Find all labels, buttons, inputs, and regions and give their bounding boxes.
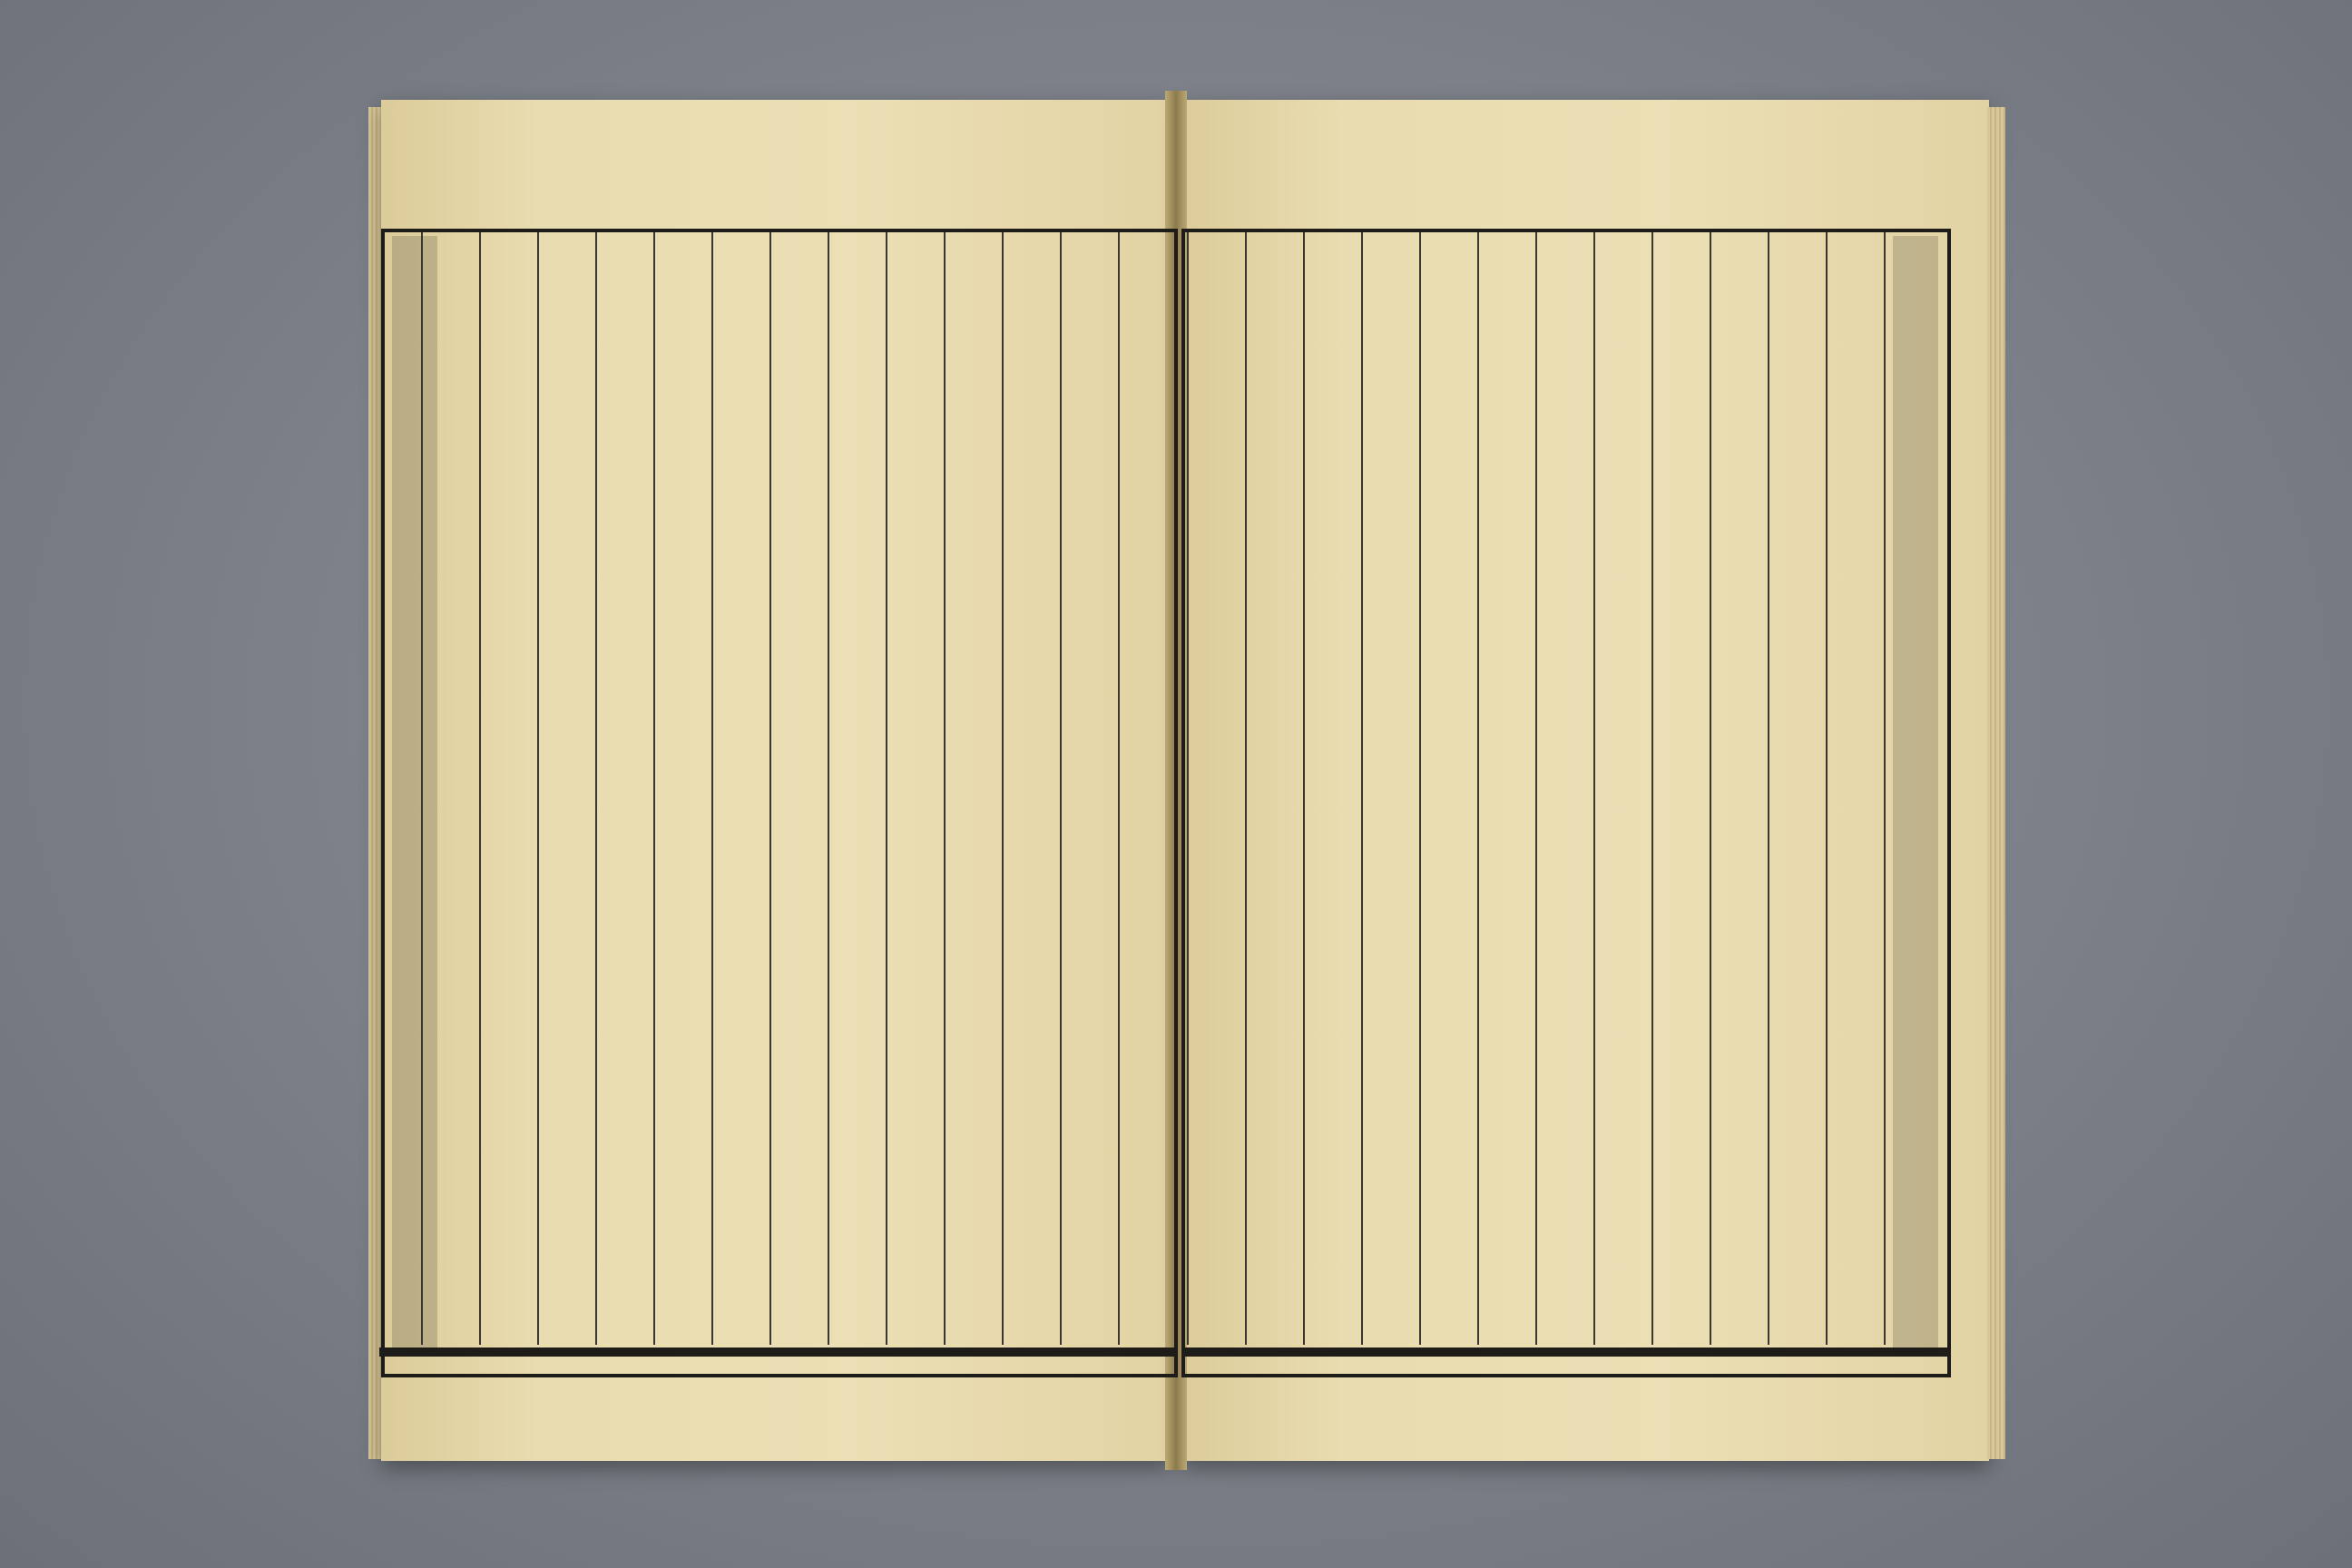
book-fore-edge-right <box>1987 107 2005 1459</box>
right-page-column-rule <box>1187 232 1189 1345</box>
right-page-column-rule <box>1361 232 1363 1345</box>
left-page-column-rule <box>769 232 771 1345</box>
left-page-column-rule <box>1118 232 1120 1345</box>
right-page-column-rule <box>1884 232 1886 1345</box>
right-page-column-rule <box>1419 232 1421 1345</box>
left-fishtail-strip <box>392 236 437 1352</box>
right-page-column-rule <box>1303 232 1305 1345</box>
left-page-column-rule <box>595 232 597 1345</box>
right-page-column-rule <box>1768 232 1769 1345</box>
right-page-column-rule <box>1535 232 1537 1345</box>
right-page-column-rule <box>1245 232 1247 1345</box>
left-page-column-rule <box>1060 232 1062 1345</box>
right-page-column-rule <box>1651 232 1653 1345</box>
left-page-column-rule <box>886 232 887 1345</box>
left-page-column-rule <box>479 232 481 1345</box>
left-page-column-rule <box>711 232 713 1345</box>
right-page-column-rule <box>1593 232 1595 1345</box>
left-page-column-rule <box>828 232 829 1345</box>
left-page-frame <box>381 229 1178 1377</box>
left-page-column-rule <box>537 232 539 1345</box>
right-page-column-rule <box>1477 232 1479 1345</box>
left-page-column-rule <box>653 232 655 1345</box>
right-page-frame <box>1181 229 1951 1377</box>
right-bottom-rule <box>1181 1348 1949 1357</box>
left-page-column-rule <box>421 232 423 1345</box>
left-page-column-rule <box>1002 232 1004 1345</box>
right-page-column-rule <box>1826 232 1828 1345</box>
right-fishtail-strip <box>1893 236 1938 1352</box>
right-page-column-rule <box>1710 232 1711 1345</box>
left-bottom-rule <box>379 1348 1174 1357</box>
left-page-column-rule <box>944 232 946 1345</box>
